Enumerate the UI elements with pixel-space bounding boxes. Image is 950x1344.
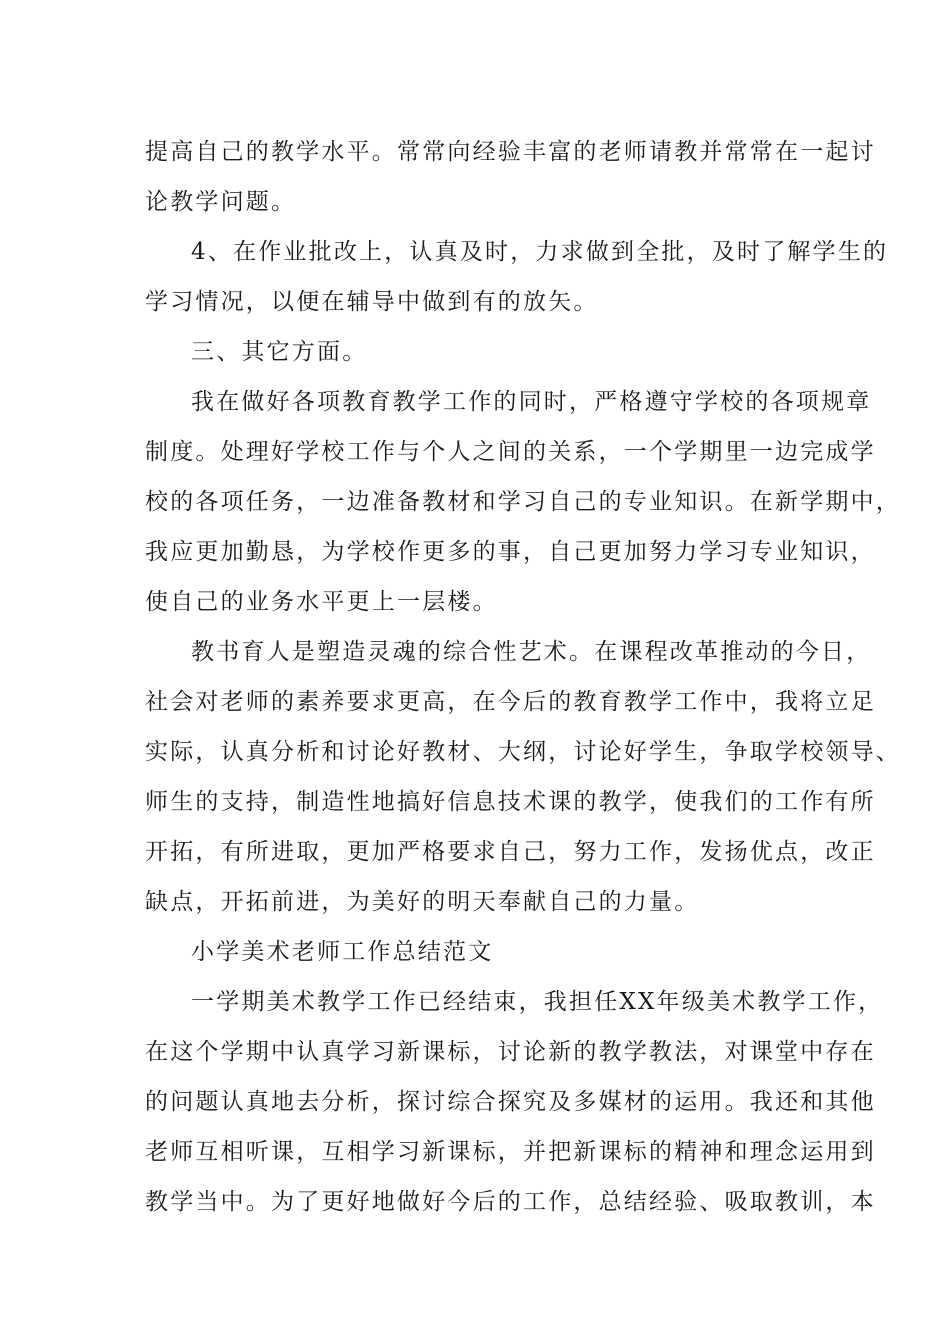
text-line: 制度。处理好学校工作与个人之间的关系，一个学期里一边完成学 [145, 439, 876, 465]
text-line: 提高自己的教学水平。常常向经验丰富的老师请教并常常在一起讨 [145, 139, 876, 165]
text-line: 实际，认真分析和讨论好教材、大纲，讨论好学生，争取学校领导、 [145, 739, 901, 765]
text-line: 我在做好各项教育教学工作的同时，严格遵守学校的各项规章 [191, 389, 872, 415]
text-line: 一学期美术教学工作已经结束，我担任XX年级美术教学工作， [191, 989, 884, 1015]
section-heading: 三、其它方面。 [191, 339, 368, 365]
text-line: 开拓，有所进取，更加严格要求自己，努力工作，发扬优点，改正 [145, 839, 876, 865]
text-line: 校的各项任务，一边准备教材和学习自己的专业知识。在新学期中， [145, 489, 901, 515]
text-line: 缺点，开拓前进，为美好的明天奉献自己的力量。 [145, 889, 700, 915]
text-line: 的问题认真地去分析，探讨综合探究及多媒材的运用。我还和其他 [145, 1089, 876, 1115]
text-line: 4、在作业批改上，认真及时，力求做到全批，及时了解学生的 [191, 239, 889, 265]
text-line: 在这个学期中认真学习新课标，讨论新的教学教法，对课堂中存在 [145, 1039, 876, 1065]
article-title: 小学美术老师工作总结范文 [191, 939, 494, 965]
text-line: 师生的支持，制造性地搞好信息技术课的教学，使我们的工作有所 [145, 789, 876, 815]
text-line: 老师互相听课，互相学习新课标，并把新课标的精神和理念运用到 [145, 1139, 876, 1165]
text-line: 学习情况，以便在辅导中做到有的放矢。 [145, 289, 599, 315]
text-line: 我应更加勤恳，为学校作更多的事，自己更加努力学习专业知识， [145, 539, 876, 565]
text-line: 教书育人是塑造灵魂的综合性艺术。在课程改革推动的今日， [191, 639, 872, 665]
text-line: 使自己的业务水平更上一层楼。 [145, 589, 498, 615]
text-line: 论教学问题。 [145, 189, 297, 215]
text-line: 社会对老师的素养要求更高，在今后的教育教学工作中，我将立足 [145, 689, 876, 715]
text-line: 教学当中。为了更好地做好今后的工作，总结经验、吸取教训，本 [145, 1189, 876, 1215]
